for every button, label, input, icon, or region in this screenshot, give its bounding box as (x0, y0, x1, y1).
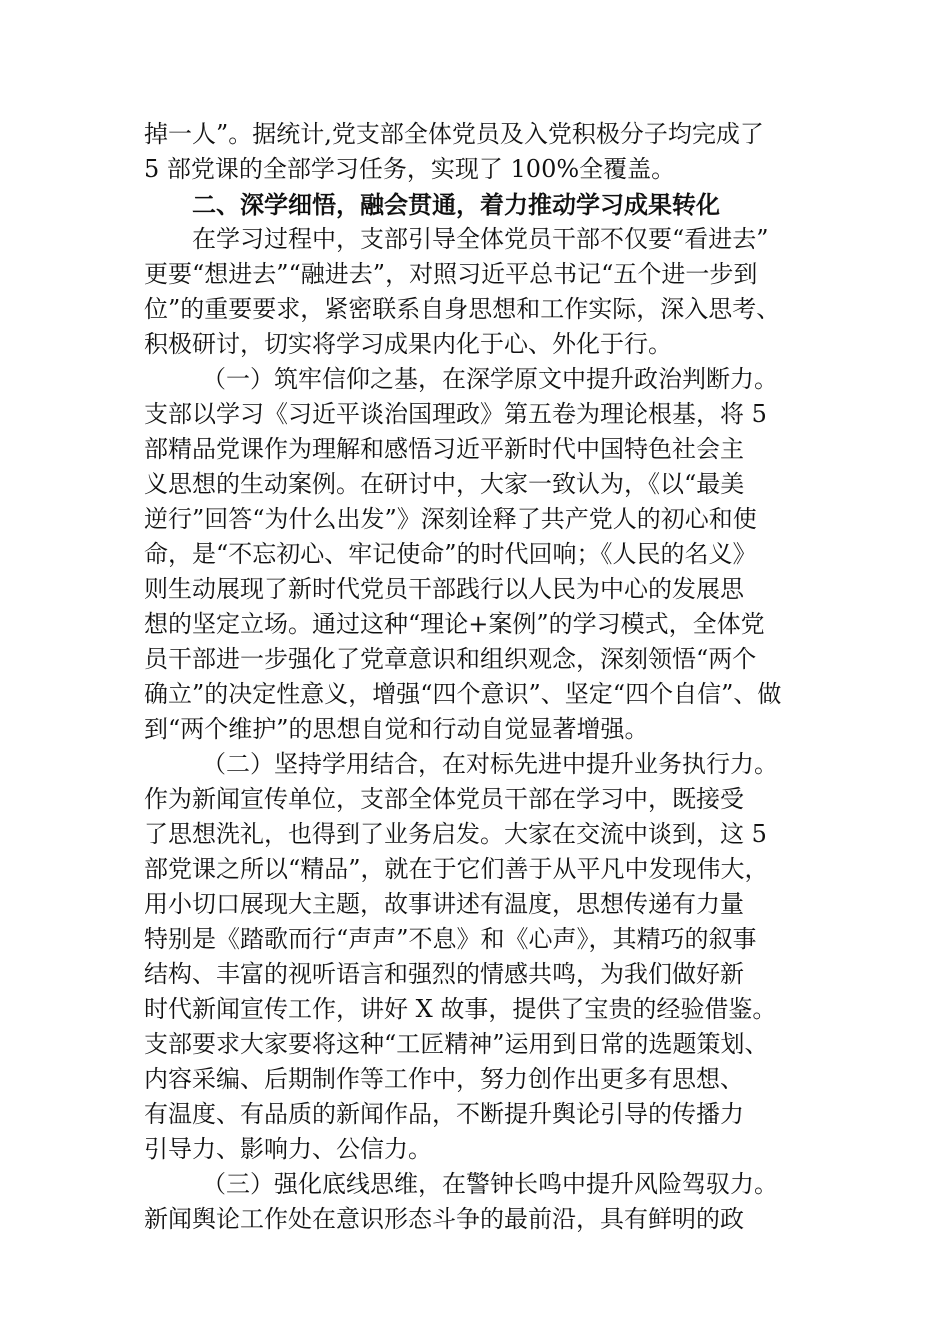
subheading-1: （一）筑牢信仰之基，在深学原文中提升政治判断力。 (202, 365, 778, 393)
subheading-2: （二）坚持学用结合，在对标先进中提升业务执行力。 (202, 750, 778, 778)
text-line: 在学习过程中，支部引导全体党员干部不仅要“看进去” (192, 225, 769, 253)
text-line: 员干部进一步强化了党章意识和组织观念，深刻领悟“两个 (144, 645, 757, 673)
text-line: 部党课之所以“精品”，就在于它们善于从平凡中发现伟大， (144, 855, 769, 883)
text-line: 内容采编、后期制作等工作中，努力创作出更多有思想、 (144, 1065, 744, 1093)
text-line: 则生动展现了新时代党员干部践行以人民为中心的发展思 (144, 575, 744, 603)
text-line: 想的坚定立场。通过这种“理论+案例”的学习模式，全体党 (144, 610, 765, 638)
text-line: 到“两个维护”的思想自觉和行动自觉显著增强。 (144, 715, 649, 743)
text-line: 有温度、有品质的新闻作品，不断提升舆论引导的传播力 (144, 1100, 744, 1128)
text-line: 确立”的决定性意义，增强“四个意识”、坚定“四个自信”、做 (144, 680, 782, 708)
text-line: 作为新闻宣传单位，支部全体党员干部在学习中，既接受 (144, 785, 744, 813)
text-line: 用小切口展现大主题，故事讲述有温度，思想传递有力量 (144, 890, 744, 918)
text-line: 掉一人”。据统计,党支部全体党员及入党积极分子均完成了 (144, 120, 764, 148)
text-line: 位”的重要要求，紧密联系自身思想和工作实际，深入思考、 (144, 295, 781, 323)
text-line: 特别是《踏歌而行“声声”不息》和《心声》，其精巧的叙事 (144, 925, 757, 953)
subheading-3: （三）强化底线思维，在警钟长鸣中提升风险驾驭力。 (202, 1170, 778, 1198)
text-line: 命，是“不忘初心、牢记使命”的时代回响；《人民的名义》 (144, 540, 757, 568)
text-line: 时代新闻宣传工作，讲好 X 故事，提供了宝贵的经验借鉴。 (144, 995, 777, 1023)
text-line: 新闻舆论工作处在意识形态斗争的最前沿，具有鲜明的政 (144, 1205, 744, 1233)
text-line: 义思想的生动案例。在研讨中，大家一致认为，《以“最美 (144, 470, 745, 498)
text-line: 5 部党课的全部学习任务，实现了 100%全覆盖。 (144, 155, 676, 183)
text-line: 支部以学习《习近平谈治国理政》第五卷为理论根基，将 5 (144, 400, 767, 428)
text-line: 了思想洗礼，也得到了业务启发。大家在交流中谈到，这 5 (144, 820, 767, 848)
text-line: 支部要求大家要将这种“工匠精神”运用到日常的选题策划、 (144, 1030, 769, 1058)
text-line: 结构、丰富的视听语言和强烈的情感共鸣，为我们做好新 (144, 960, 744, 988)
text-line: 引导力、影响力、公信力。 (144, 1135, 432, 1163)
text-line: 逆行”回答“为什么出发”》深刻诠释了共产党人的初心和使 (144, 505, 757, 533)
text-line: 部精品党课作为理解和感悟习近平新时代中国特色社会主 (144, 435, 744, 463)
text-line: 积极研讨，切实将学习成果内化于心、外化于行。 (144, 330, 672, 358)
text-line: 更要“想进去”“融进去”，对照习近平总书记“五个进一步到 (144, 260, 758, 288)
document-page (144, 0, 828, 1344)
section-heading: 二、深学细悟，融会贯通，着力推动学习成果转化 (192, 190, 720, 219)
